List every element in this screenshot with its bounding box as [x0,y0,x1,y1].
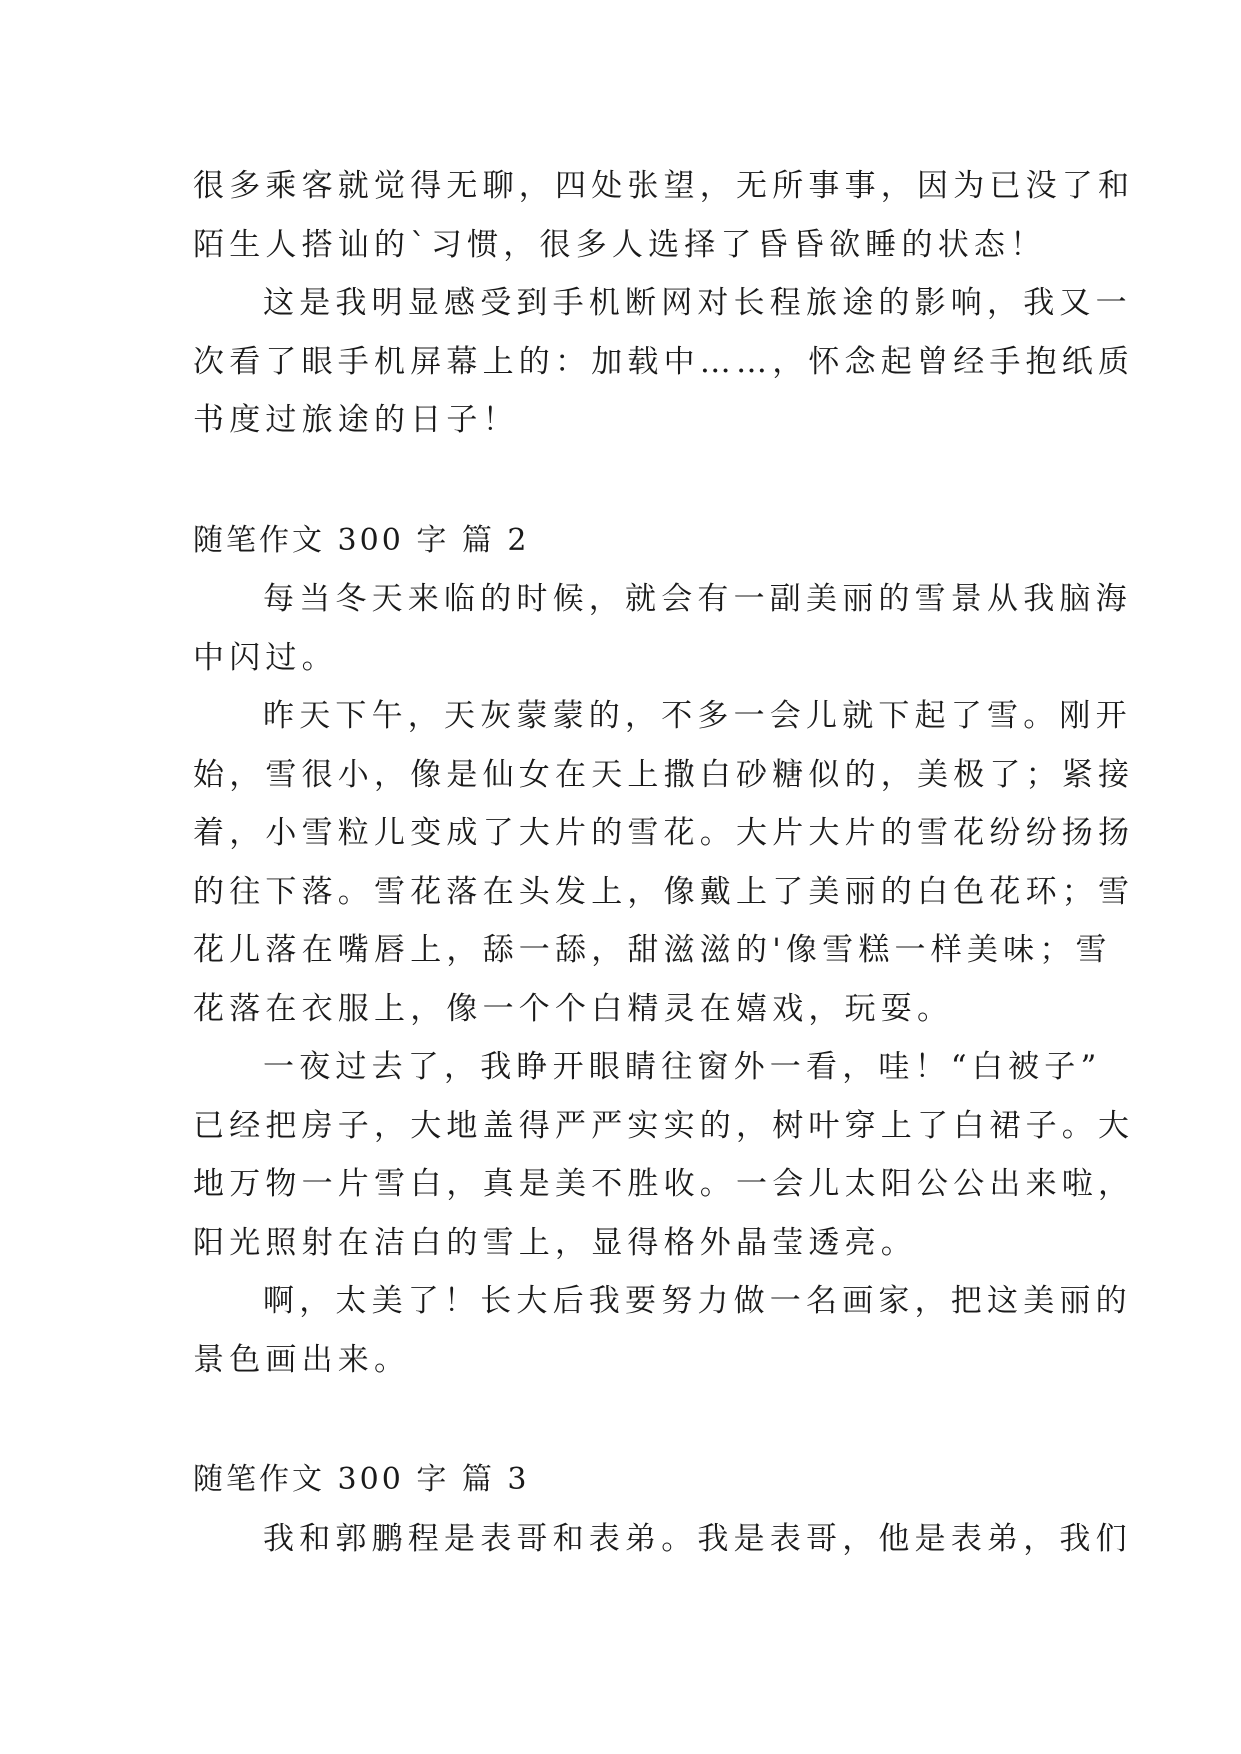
paragraph-line: 我和郭鹏程是表哥和表弟。我是表哥，他是表弟，我们 [263,1520,1132,1557]
paragraph-line: 每当冬天来临的时候，就会有一副美丽的雪景从我脑海 [263,581,1132,617]
paragraph-line: 已经把房子，大地盖得严严实实的，树叶穿上了白裙子。大 [193,1107,1135,1144]
paragraph-line: 啊，太美了！长大后我要努力做一名画家，把这美丽的 [263,1283,1132,1319]
paragraph-line: 地万物一片雪白，真是美不胜收。一会儿太阳公公出来啦， [193,1166,1135,1202]
paragraph-line: 花落在衣服上，像一个个白精灵在嬉戏，玩耍。 [193,990,954,1027]
paragraph-line: 中闪过。 [193,639,338,676]
section-heading: 随笔作文 300 字 篇 2 [193,522,530,558]
section-continuation [193,157,1135,450]
paragraph-line: 一夜过去了，我睁开眼睛往窗外一看，哇！“白被子” [263,1049,1102,1085]
paragraph-line: 昨天下午，天灰蒙蒙的，不多一会儿就下起了雪。刚开 [263,698,1132,734]
paragraph-line: 陌生人搭讪的`习惯，很多人选择了昏昏欲睡的状态！ [193,226,1047,263]
paragraph-line: 着，小雪粒儿变成了大片的雪花。大片大片的雪花纷纷扬扬 [193,815,1135,851]
paragraph-line: 阳光照射在洁白的雪上，显得格外晶莹透亮。 [193,1224,917,1261]
document-page [193,157,1135,1568]
paragraph-line: 次看了眼手机屏幕上的：加载中……，怀念起曾经手抱纸质 [193,343,1135,380]
section-heading: 随笔作文 300 字 篇 3 [193,1462,530,1497]
paragraph-line: 始，雪很小，像是仙女在天上撒白砂糖似的，美极了；紧接 [193,756,1135,793]
paragraph-line: 花儿落在嘴唇上，舔一舔，甜滋滋的'像雪糕一样美味；雪 [193,932,1112,968]
paragraph-line: 书度过旅途的日子！ [193,402,519,438]
paragraph-line: 景色画出来。 [193,1341,411,1378]
section-gap [193,450,1053,512]
section-essay-3 [193,1451,1132,1568]
section-essay-2 [193,512,1135,1390]
section-gap [193,1389,1053,1451]
paragraph-line: 的往下落。雪花落在头发上，像戴上了美丽的白色花环；雪 [193,873,1135,910]
paragraph-line: 这是我明显感受到手机断网对长程旅途的影响，我又一 [263,285,1132,321]
paragraph-line: 很多乘客就觉得无聊，四处张望，无所事事，因为已没了和 [193,168,1135,204]
